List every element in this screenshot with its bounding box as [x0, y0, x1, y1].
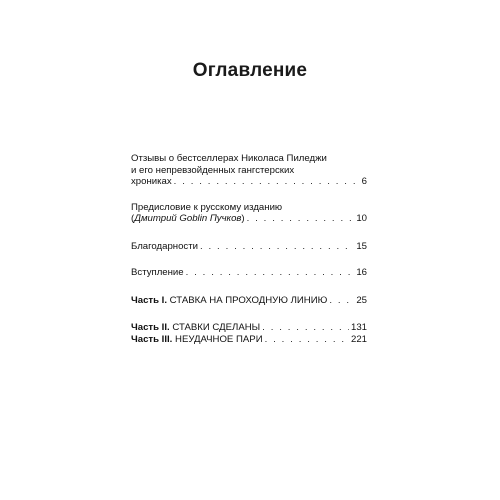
toc-entry-part-2	[131, 322, 367, 334]
toc-entry-link[interactable]	[131, 213, 367, 225]
dot-leader	[186, 267, 355, 279]
toc-entry-text: Предисловие к русскому изданию	[131, 201, 283, 213]
toc-entry-introduction	[131, 267, 367, 279]
paren-open: (	[131, 213, 135, 224]
dot-leader	[200, 241, 354, 253]
toc-entry-author	[131, 213, 245, 225]
toc-entry-acknowledgements	[131, 241, 367, 253]
dot-leader	[247, 213, 355, 225]
page-number: 221	[350, 333, 367, 345]
toc-entry-preface	[131, 202, 367, 225]
part-title: СТАВКИ СДЕЛАНЫ	[169, 322, 261, 333]
part-label: Часть III.	[131, 333, 173, 345]
toc-entry-heading	[131, 295, 327, 307]
page-number: 15	[356, 240, 367, 252]
toc-entry-link[interactable]	[131, 322, 367, 334]
part-title: НЕУДАЧНОЕ ПАРИ	[172, 333, 263, 345]
dot-leader	[262, 322, 349, 334]
toc-entry-text: Благодарности	[131, 240, 198, 252]
page-number: 25	[356, 294, 367, 306]
paren-close: )	[241, 213, 245, 224]
table-of-contents	[131, 153, 367, 360]
page-number: 6	[361, 176, 367, 187]
dot-leader	[329, 295, 354, 307]
toc-entry-link[interactable]	[131, 267, 367, 279]
toc-entry-part-3	[131, 334, 367, 346]
toc-entry-reviews	[131, 153, 367, 188]
toc-entry-text: Вступление	[131, 267, 184, 278]
toc-entry-link[interactable]	[131, 334, 367, 346]
toc-entry-text: и его непревзойденных гангстерских	[131, 164, 295, 176]
page-number: 131	[350, 322, 367, 333]
toc-title: Оглавление	[192, 60, 308, 81]
toc-entry-link[interactable]	[131, 295, 367, 307]
dot-leader	[265, 334, 349, 346]
part-label: Часть II.	[131, 322, 170, 333]
toc-entry-text: хрониках	[131, 176, 172, 187]
dot-leader	[174, 176, 360, 188]
toc-entry-link[interactable]	[131, 176, 367, 188]
part-title: СТАВКА НА ПРОХОДНУЮ ЛИНИЮ	[167, 294, 328, 306]
toc-entry-text: Отзывы о бестселлерах Николаса Пиледжи	[131, 153, 327, 164]
toc-entry-heading	[131, 322, 260, 334]
page-number: 10	[356, 213, 367, 224]
page-number: 16	[356, 267, 367, 278]
toc-entry-part-1	[131, 295, 367, 307]
part-label: Часть I.	[131, 294, 168, 306]
toc-entry-link[interactable]	[131, 241, 367, 253]
author-name: Дмитрий Goblin Пучков	[134, 213, 242, 224]
toc-entry-heading	[131, 334, 263, 346]
